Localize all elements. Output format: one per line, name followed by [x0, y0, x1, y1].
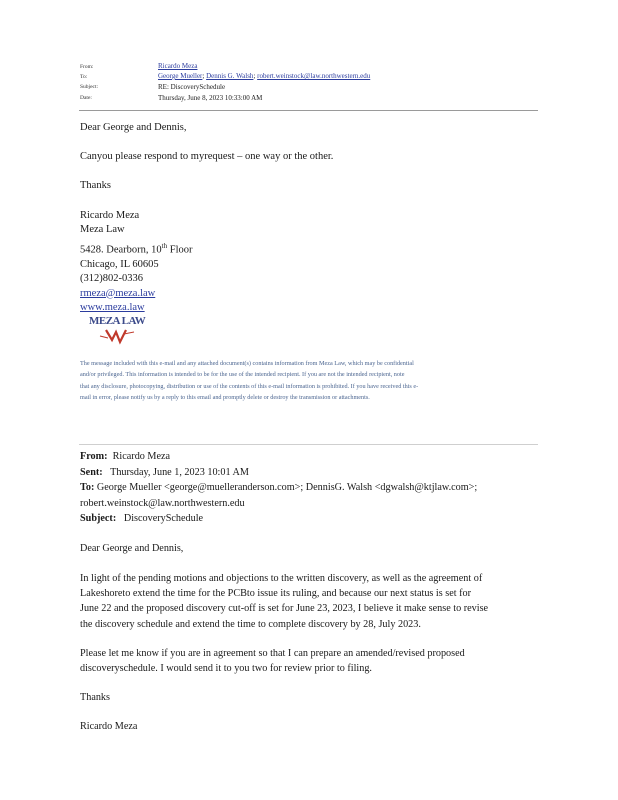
- to-recipient-3[interactable]: robert.weinstock@law.northwestern.edu: [257, 72, 371, 80]
- reply-greeting: Dear George and Dennis,: [80, 122, 187, 133]
- signature-address-1: 5428. Dearborn, 10th Floor: [80, 242, 193, 256]
- to-label: To:: [80, 74, 88, 80]
- original-closing: Thanks: [80, 692, 110, 703]
- original-to-continued: robert.weinstock@law.northwestern.edu: [80, 497, 245, 509]
- date-label: Date:: [80, 95, 92, 101]
- signature-name: Ricardo Meza: [80, 210, 140, 221]
- date-value: Thursday, June 8, 2023 10:33:00 AM: [158, 94, 263, 102]
- signature-address-2: Chicago, IL 60605: [80, 259, 159, 271]
- signature-phone: (312)802-0336: [80, 273, 143, 285]
- confidentiality-disclaimer: The message included with this e-mail and any attached document(s) contains information from Meza Law, which may be confidential and/or privileged. This information is intended to be for the use of the intended recipient. If you are not the intended recipient, note that any disclosure, photocopying, distribution or use of the contents of this e-mail information is prohibited. If you have received this e- mail in error, please notify us by a reply to this email and promptly delete or destroy the transmission or attachments.: [80, 360, 419, 402]
- from-value[interactable]: Ricardo Meza: [158, 62, 198, 70]
- original-sent: Sent: Thursday, June 1, 2023 10:01 AM: [80, 466, 249, 478]
- logo-text: MEZA LAW: [89, 315, 146, 327]
- to-recipient-2[interactable]: Dennis G. Walsh: [206, 72, 254, 80]
- original-from: From: Ricardo Meza: [80, 451, 171, 462]
- subject-value: RE: DiscoverySchedule: [158, 83, 226, 91]
- original-paragraph-2: Please let me know if you are in agreement so that I can prepare an amended/revised proposed discoveryschedule. I would send it to you two for review prior to filing.: [80, 648, 465, 675]
- original-subject: Subject: DiscoverySchedule: [80, 513, 204, 524]
- original-message-header: [80, 449, 477, 527]
- meza-law-logo: [88, 312, 148, 346]
- original-paragraph-1: In light of the pending motions and objections to the written discovery, as well as the agreement of Lakeshoreto extend the time for the PCBto issue its ruling, and because our next status is set for June 22 and the proposed discovery cut-off is set for June 23, 2023, I believe it make sense to revise the discovery schedule and extend the time to complete discovery by 28, July 2023.: [80, 573, 489, 630]
- from-label: From:: [80, 64, 94, 70]
- header-divider: [79, 110, 538, 111]
- to-recipient-1[interactable]: George Mueller: [158, 72, 203, 80]
- reply-body: Canyou please respond to myrequest – one way or the other.: [80, 151, 334, 162]
- signature-email-link[interactable]: rmeza@meza.law: [80, 287, 156, 299]
- signature-website-link[interactable]: www.meza.law: [80, 301, 145, 313]
- original-to: To: George Mueller <george@muelleranderson.com>; DennisG. Walsh <dgwalsh@ktjlaw.com>;: [80, 482, 478, 493]
- signature-firm: Meza Law: [80, 224, 125, 236]
- original-signoff: Ricardo Meza: [80, 721, 138, 732]
- reply-closing: Thanks: [80, 180, 111, 191]
- subject-label: Subject:: [80, 84, 99, 90]
- thread-divider: [79, 444, 538, 445]
- original-greeting: Dear George and Dennis,: [80, 543, 184, 554]
- to-value: George Mueller; Dennis G. Walsh; robert.weinstock@law.northwestern.edu: [158, 72, 371, 80]
- signature: [80, 209, 193, 315]
